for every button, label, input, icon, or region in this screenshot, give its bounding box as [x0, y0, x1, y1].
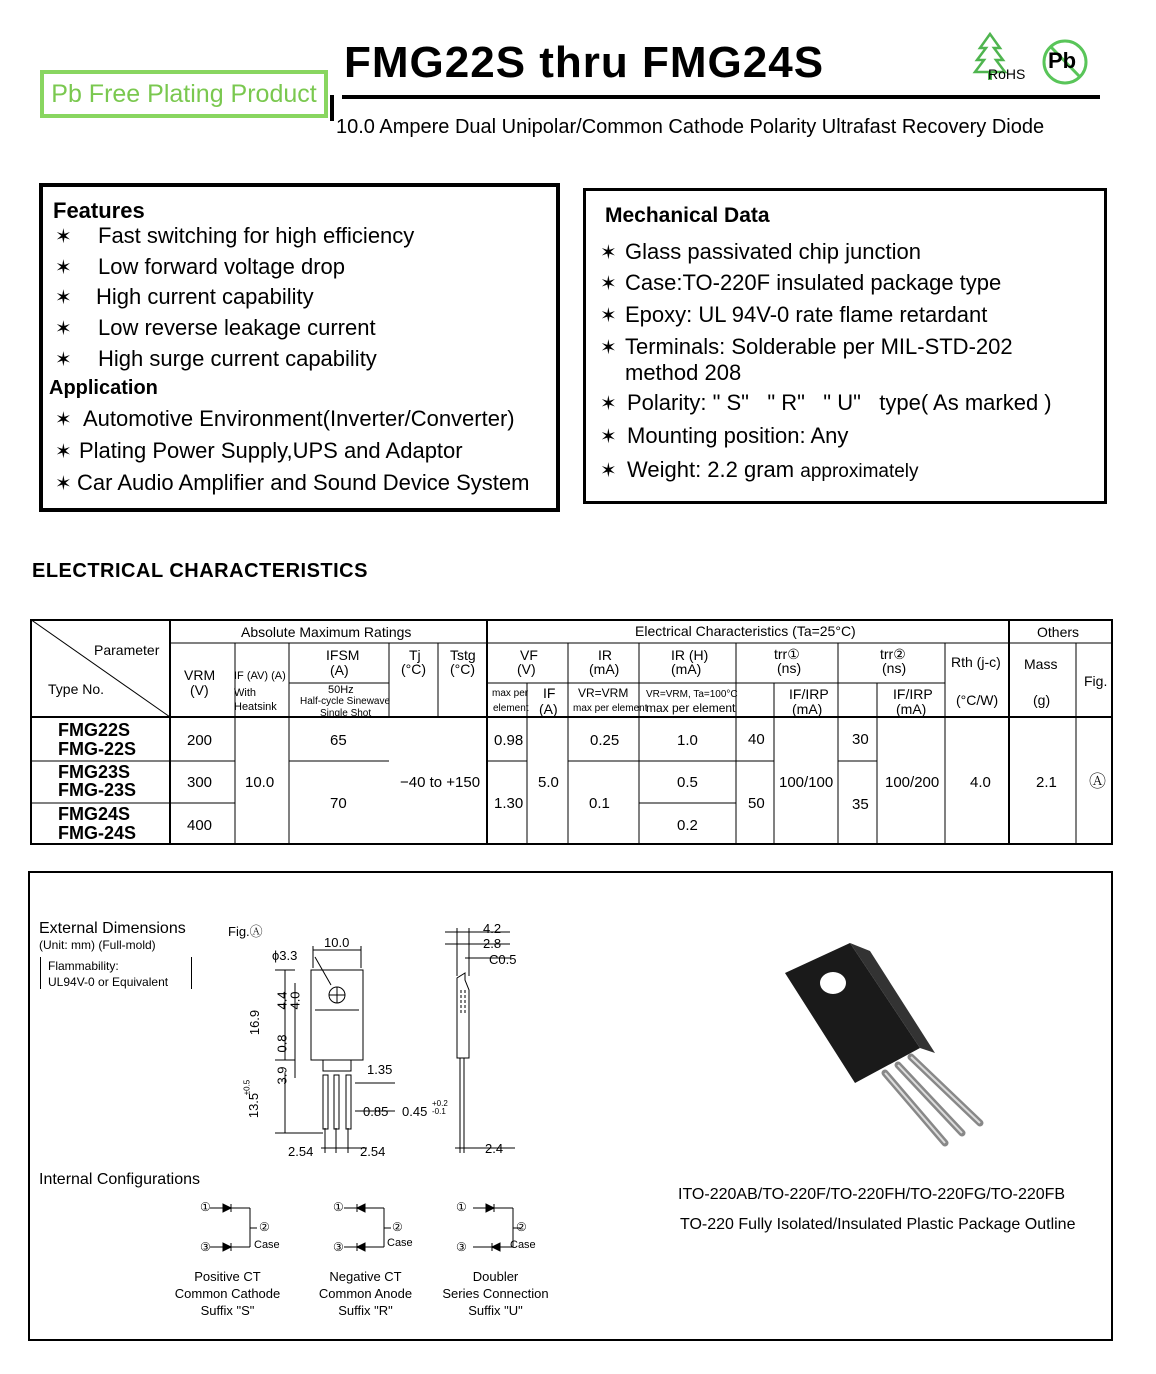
cell-fig: Ⓐ — [1089, 772, 1106, 791]
header-irh-cond: VR=VRM, Ta=100°C — [646, 689, 738, 700]
cell-trr2: 30 — [852, 731, 869, 748]
page-title: FMG22S thru FMG24S — [344, 38, 825, 87]
cell-temp: −40 to +150 — [400, 774, 481, 791]
dim-13-5: 13.5 — [246, 1092, 262, 1119]
dim-1-35: 1.35 — [367, 1062, 393, 1077]
mech-item: ✶ Mounting position: Any — [600, 423, 849, 448]
header-vf: VF — [520, 647, 538, 663]
dim-0-85: 0.85 — [363, 1104, 389, 1119]
dim-c0-5: C0.5 — [489, 952, 517, 967]
feature-item: ✶ Low reverse leakage current — [55, 315, 376, 340]
star-icon: ✶ — [600, 305, 617, 327]
ext-dim-unit: (Unit: mm) (Full-mold) — [39, 938, 156, 952]
package-image — [770, 933, 1020, 1163]
cell-ir: 0.1 — [589, 795, 610, 812]
header-tstg-unit: (°C) — [450, 661, 476, 677]
mechanical-box — [583, 188, 1107, 504]
header-elec-char: Electrical Characteristics (Ta=25°C) — [635, 623, 856, 639]
dim-4-0: 4.0 — [287, 991, 303, 1010]
dim-hole: ϕ3.3 — [272, 948, 298, 963]
features-heading: Features — [53, 198, 145, 223]
dim-2-54-right: 2.54 — [360, 1144, 386, 1159]
cell-ifsm: 65 — [330, 732, 347, 749]
cell-irh: 0.5 — [677, 774, 698, 791]
star-icon: ✶ — [55, 349, 72, 371]
cell-trr1: 40 — [748, 731, 765, 748]
header-abs-max: Absolute Maximum Ratings — [241, 624, 412, 640]
row-type: FMG22S — [58, 720, 131, 740]
header-mass-unit: (g) — [1033, 692, 1051, 708]
mech-item: ✶ Glass passivated chip junction — [600, 239, 921, 264]
dim-16-9: 16.9 — [247, 1009, 263, 1036]
elec-table — [30, 619, 1113, 845]
package-types: ITO-220AB/TO-220F/TO-220FH/TO-220FG/TO-220FB — [678, 1186, 1066, 1203]
header-ifsm: IFSM — [326, 647, 360, 663]
elec-title: ELECTRICAL CHARACTERISTICS — [32, 560, 368, 582]
cell-ifav: 10.0 — [245, 774, 275, 791]
header-tj-unit: (°C) — [401, 661, 427, 677]
config-r-caption: Negative CT Common Anode Suffix "R" — [318, 1269, 413, 1318]
flammability-bracket — [40, 957, 192, 989]
header-trr1-cond: IF/IRP — [789, 686, 829, 702]
header-element: element — [493, 703, 529, 714]
cell-ifsm: 70 — [330, 795, 347, 812]
application-item: ✶ Plating Power Supply,UPS and Adaptor — [55, 438, 463, 463]
row-type-alt: FMG-22S — [58, 739, 137, 759]
header-trr2-cond: IF/IRP — [893, 686, 933, 702]
header-if: IF — [543, 685, 556, 701]
header-heatsink: Heatsink — [234, 701, 277, 713]
dimensions-box — [28, 871, 1113, 1341]
dim-0-45-tol-plus: +0.2 — [432, 1099, 448, 1108]
cell-vf: 1.30 — [494, 795, 524, 812]
header-irh-unit: (mA) — [671, 661, 702, 677]
header-vrm: VRM — [184, 667, 216, 683]
feature-item: ✶ Fast switching for high efficiency — [55, 223, 415, 248]
dim-4-4: 4.4 — [274, 991, 290, 1010]
dim-4-2: 4.2 — [483, 921, 502, 936]
star-icon: ✶ — [55, 318, 72, 340]
dim-2-54-left: 2.54 — [288, 1144, 314, 1159]
application-item: ✶ Car Audio Amplifier and Sound Device System — [55, 470, 530, 495]
dim-0-8: 0.8 — [274, 1034, 290, 1053]
mech-item: ✶ Case:TO-220F insulated package type — [600, 270, 1002, 295]
config-u-caption: Doubler Series Connection Suffix "U" — [442, 1269, 549, 1318]
header-half-cycle: Half-cycle Sinewave — [300, 696, 391, 707]
mech-item: ✶ Weight: 2.2 gram approximately — [600, 457, 919, 482]
star-icon: ✶ — [55, 441, 72, 463]
side-view-drawing — [435, 918, 535, 1158]
pin-1-label: ① — [456, 1200, 467, 1214]
star-icon: ✶ — [55, 473, 72, 495]
header-mass: Mass — [1024, 656, 1058, 672]
header-rth: Rth (j-c) — [951, 654, 1001, 670]
star-icon: ✶ — [55, 409, 72, 431]
header-parameter: Parameter — [94, 642, 160, 658]
flammability-rating: UL94V-0 or Equivalent — [48, 975, 169, 989]
star-icon: ✶ — [600, 273, 617, 295]
header-irh: IR (H) — [671, 647, 709, 663]
mechanical-heading: Mechanical Data — [605, 204, 770, 227]
flammability: Flammability: — [48, 959, 119, 973]
cell-vrm: 400 — [187, 817, 213, 834]
mech-item: ✶ Polarity: " S" " R" " U" type( As marked ) — [600, 390, 1052, 415]
header-trr2: trr② — [880, 646, 906, 662]
pin-2-label: ② — [259, 1220, 270, 1234]
pin-2-label: ② — [516, 1220, 527, 1234]
star-icon: ✶ — [55, 257, 72, 279]
pb-text: Pb — [1048, 48, 1077, 73]
header-50hz: 50Hz — [328, 684, 354, 696]
ext-dim-title: External Dimensions — [39, 920, 186, 937]
header-tstg: Tstg — [450, 647, 476, 663]
header-ir: IR — [598, 647, 612, 663]
cell-irh: 0.2 — [677, 817, 698, 834]
star-icon: ✶ — [600, 393, 617, 415]
package-description: TO-220 Fully Isolated/Insulated Plastic Package Outline — [680, 1216, 1076, 1233]
dim-0-45: 0.45 — [402, 1104, 428, 1119]
pin-3-label: ③ — [456, 1240, 467, 1254]
row-type-alt: FMG-24S — [58, 823, 137, 843]
header-single-shot: Single Shot — [320, 708, 372, 719]
title-rule-tick — [330, 95, 334, 121]
case-label: Case — [510, 1239, 536, 1251]
pin-3-label: ③ — [333, 1240, 344, 1254]
case-label: Case — [254, 1239, 280, 1251]
config-s-caption: Positive CT Common Cathode Suffix "S" — [174, 1269, 281, 1318]
cell-trr2-cond: 100/200 — [885, 774, 940, 791]
cell-mass: 2.1 — [1036, 774, 1057, 791]
application-heading: Application — [49, 377, 158, 399]
header-ir-cond: VR=VRM — [578, 686, 629, 700]
pb-free-label: Pb Free Plating Product — [40, 70, 328, 118]
cell-trr2: 35 — [852, 796, 869, 813]
header-others: Others — [1037, 624, 1080, 640]
header-vf-unit: (V) — [517, 661, 536, 677]
row-type: FMG24S — [58, 804, 131, 824]
header-vrm-unit: (V) — [190, 682, 209, 698]
dim-2-8: 2.8 — [483, 936, 502, 951]
header-trr2-cond-unit: (mA) — [896, 701, 927, 717]
row-type: FMG23S — [58, 762, 131, 782]
header-if-unit: (A) — [539, 701, 558, 717]
pin-1-label: ① — [200, 1200, 211, 1214]
star-icon: ✶ — [600, 426, 617, 448]
cell-rth: 4.0 — [970, 774, 991, 791]
cell-trr1: 50 — [748, 795, 765, 812]
rohs-logo — [972, 30, 1032, 85]
star-icon: ✶ — [600, 460, 617, 482]
features-box — [39, 183, 560, 512]
cell-vrm: 300 — [187, 774, 213, 791]
pin-3-label: ③ — [200, 1240, 211, 1254]
application-item: ✶ Automotive Environment(Inverter/Converter) — [55, 406, 515, 431]
pin-2-label: ② — [392, 1220, 403, 1234]
header-with: With — [234, 687, 256, 699]
cell-vf: 0.98 — [494, 732, 524, 749]
feature-item: ✶ Low forward voltage drop — [55, 254, 346, 279]
header-trr1-unit: (ns) — [777, 660, 802, 676]
mech-item: ✶ Terminals: Solderable per MIL-STD-202 — [600, 334, 1013, 359]
pin-1-label: ① — [333, 1200, 344, 1214]
pb-free-icon — [1040, 38, 1090, 86]
header-irh-cond2: max per element — [646, 701, 736, 715]
row-type-alt: FMG-23S — [58, 780, 137, 800]
dim-2-4: 2.4 — [485, 1141, 504, 1156]
header-ifav: IF (AV) (A) — [234, 670, 286, 682]
dim-13-5-tol: ±0.5 — [242, 1079, 252, 1096]
header-trr1-cond-unit: (mA) — [792, 701, 823, 717]
star-icon: ✶ — [55, 287, 72, 309]
cell-if: 5.0 — [538, 774, 559, 791]
dim-3-9: 3.9 — [274, 1066, 290, 1085]
header-max-per: max per — [492, 688, 529, 699]
star-icon: ✶ — [600, 337, 617, 359]
star-icon: ✶ — [55, 226, 72, 248]
title-rule — [342, 95, 1100, 99]
dim-width: 10.0 — [324, 935, 350, 950]
cell-irh: 1.0 — [677, 732, 698, 749]
mech-item: ✶ Epoxy: UL 94V-0 rate flame retardant — [600, 302, 988, 327]
dim-0-45-tol-minus: -0.1 — [432, 1107, 446, 1116]
header-ifsm-unit: (A) — [330, 662, 349, 678]
header-rth-unit: (°C/W) — [956, 692, 999, 708]
cell-trr1-cond: 100/100 — [779, 774, 834, 791]
subtitle: 10.0 Ampere Dual Unipolar/Common Cathode Polarity Ultrafast Recovery Diode — [336, 116, 1045, 138]
mech-item-cont: method 208 — [625, 360, 742, 385]
star-icon: ✶ — [600, 242, 617, 264]
header-type-no: Type No. — [48, 681, 105, 697]
fig-a-label: Fig.Ⓐ — [228, 924, 263, 939]
header-ir-cond2: max per element — [573, 703, 648, 714]
feature-item: ✶ High current capability — [55, 284, 314, 309]
rohs-text: RoHS — [988, 66, 1026, 82]
case-label: Case — [387, 1237, 413, 1249]
header-trr2-unit: (ns) — [882, 660, 907, 676]
cell-vrm: 200 — [187, 732, 213, 749]
header-tj: Tj — [409, 647, 421, 663]
internal-config-title: Internal Configurations — [39, 1171, 200, 1188]
header-fig: Fig. — [1084, 673, 1108, 689]
feature-item: ✶ High surge current capability — [55, 346, 377, 371]
header-trr1: trr① — [774, 646, 800, 662]
cell-ir: 0.25 — [590, 732, 620, 749]
header-ir-unit: (mA) — [589, 661, 620, 677]
